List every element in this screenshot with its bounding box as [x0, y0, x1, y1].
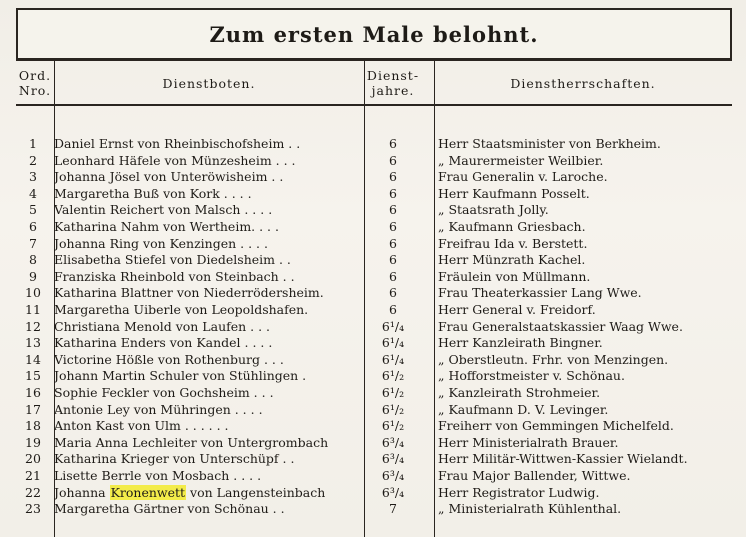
- employer-name: „ Ministerialrath Kühlenthal.: [438, 501, 622, 517]
- servant-name: Katharina Blattner von Niederrödersheim.: [54, 285, 324, 301]
- row-number: 11: [25, 302, 41, 317]
- servant-name: Margaretha Uiberle von Leopoldshafen.: [54, 302, 309, 317]
- servant-name: Christiana Menold von Laufen . . .: [54, 318, 271, 334]
- service-years: 6: [389, 252, 397, 268]
- service-years: 6¹/₄: [381, 335, 405, 351]
- service-years: 6¹/₄: [381, 318, 405, 334]
- servant-name: Katharina Enders von Kandel . . . .: [54, 335, 273, 351]
- employer-name: Frau Major Ballender, Wittwe.: [438, 468, 631, 483]
- row-number: 9: [29, 268, 37, 284]
- servant-name: Johanna Jösel von Unteröwisheim . .: [54, 169, 284, 185]
- table-row: [16, 186, 732, 201]
- servant-name: Valentin Reichert von Malsch . . . .: [54, 202, 273, 218]
- service-years: 6³/₄: [381, 468, 405, 483]
- table-row: [16, 269, 732, 284]
- employer-name: Herr General v. Freidorf.: [438, 302, 596, 317]
- row-number: 1: [29, 136, 37, 151]
- servant-name: Franziska Rheinbold von Steinbach . .: [54, 268, 295, 284]
- table-row: [16, 302, 732, 317]
- employer-name: „ Kaufmann D. V. Levinger.: [438, 401, 609, 417]
- servant-name: Margaretha Gärtner von Schönau . .: [54, 501, 285, 517]
- servant-name: Margaretha Buß von Kork . . . .: [54, 185, 252, 201]
- employer-name: Frau Theaterkassier Lang Wwe.: [438, 285, 642, 301]
- servant-name: Victorine Hößle von Rothenburg . . .: [54, 351, 284, 367]
- servant-name: Maria Anna Lechleiter von Untergrombach: [54, 434, 329, 450]
- table-row: [16, 385, 732, 400]
- row-number: 15: [25, 368, 41, 384]
- header-years: Dienst- jahre.: [366, 68, 420, 98]
- employer-name: Herr Kaufmann Posselt.: [438, 185, 590, 201]
- row-number: 5: [29, 202, 37, 218]
- table-row: [16, 202, 732, 217]
- table-row: [16, 252, 732, 267]
- table-row: [16, 169, 732, 184]
- table-row: [16, 501, 732, 516]
- servant-name: Katharina Nahm von Wertheim. . . .: [54, 219, 279, 234]
- service-years: 6: [389, 285, 397, 301]
- table-row: [16, 368, 732, 383]
- employer-name: „ Oberstleutn. Frhr. von Menzingen.: [438, 351, 669, 367]
- employer-name: Herr Münzrath Kachel.: [438, 252, 586, 268]
- employer-name: Frau Generalin v. Laroche.: [438, 169, 608, 185]
- service-years: 6¹/₂: [381, 385, 405, 400]
- employer-name: Herr Kanzleirath Bingner.: [438, 335, 603, 351]
- header-servants: Dienstboten.: [162, 75, 256, 91]
- servant-name: Elisabetha Stiefel von Diedelsheim . .: [54, 252, 291, 268]
- service-years: 6¹/₂: [381, 401, 405, 417]
- servant-name: Lisette Berrle von Mosbach . . . .: [54, 468, 262, 483]
- table-row: [16, 136, 732, 151]
- employer-name: „ Maurermeister Weilbier.: [438, 152, 604, 168]
- table-row: [16, 335, 732, 350]
- service-years: 6: [389, 136, 397, 151]
- table-row: [16, 402, 732, 417]
- row-number: 4: [29, 185, 37, 201]
- table-header: [16, 60, 732, 106]
- service-years: 6: [389, 268, 397, 284]
- employer-name: Herr Militär-Wittwen-Kassier Wielandt.: [438, 451, 688, 467]
- header-employers: Dienstherrschaften.: [510, 75, 656, 91]
- table-row: [16, 236, 732, 251]
- row-number: 13: [25, 335, 41, 351]
- row-number: 22: [25, 484, 41, 500]
- employer-name: Frau Generalstaatskassier Waag Wwe.: [438, 318, 683, 334]
- service-years: 6¹/₂: [381, 418, 405, 434]
- row-number: 8: [29, 252, 37, 268]
- service-years: 6: [389, 219, 397, 234]
- row-number: 19: [25, 434, 41, 450]
- table-row: [16, 153, 732, 168]
- service-years: 6: [389, 235, 397, 251]
- employer-name: Freiherr von Gemmingen Michelfeld.: [438, 418, 674, 434]
- servant-name: Johann Martin Schuler von Stühlingen .: [54, 368, 307, 384]
- service-years: 6¹/₂: [381, 368, 405, 384]
- employer-name: „ Staatsrath Jolly.: [438, 202, 549, 218]
- table-row: [16, 418, 732, 433]
- row-number: 7: [29, 235, 37, 251]
- service-years: 6³/₄: [381, 484, 405, 500]
- row-number: 14: [25, 351, 41, 367]
- row-number: 16: [25, 385, 41, 400]
- service-years: 6: [389, 169, 397, 185]
- servant-name: Sophie Feckler von Gochsheim . . .: [54, 385, 274, 400]
- employer-name: „ Kanzleirath Strohmeier.: [438, 385, 601, 400]
- employer-name: Freifrau Ida v. Berstett.: [438, 235, 588, 251]
- service-years: 6¹/₄: [381, 351, 405, 367]
- table-row: [16, 435, 732, 450]
- servant-name: Katharina Krieger von Unterschüpf . .: [54, 451, 295, 467]
- employer-name: Herr Registrator Ludwig.: [438, 484, 600, 500]
- service-years: 6: [389, 302, 397, 317]
- table-row: [16, 219, 732, 234]
- employer-name: Fräulein von Müllmann.: [438, 268, 591, 284]
- header-nr: Ord. Nro.: [18, 68, 52, 98]
- service-years: 6: [389, 185, 397, 201]
- servant-name: Antonie Ley von Mühringen . . . .: [54, 401, 263, 417]
- row-number: 18: [25, 418, 41, 434]
- row-number: 6: [29, 219, 37, 234]
- service-years: 6³/₄: [381, 434, 405, 450]
- section-title: Zum ersten Male belohnt.: [16, 8, 732, 60]
- table-row: [16, 352, 732, 367]
- servant-name: Anton Kast von Ulm . . . . . .: [54, 418, 229, 434]
- row-number: 17: [25, 401, 41, 417]
- employer-name: Herr Staatsminister von Berkheim.: [438, 136, 661, 151]
- table-row: [16, 451, 732, 466]
- row-number: 3: [29, 169, 37, 185]
- table-row: [16, 468, 732, 483]
- employer-name: Herr Ministerialrath Brauer.: [438, 434, 619, 450]
- row-number: 20: [25, 451, 41, 467]
- employer-name: „ Hofforstmeister v. Schönau.: [438, 368, 625, 384]
- row-number: 23: [25, 501, 41, 517]
- row-number: 12: [25, 318, 41, 334]
- servant-name: Johanna Ring von Kenzingen . . . .: [54, 235, 268, 251]
- service-years: 7: [389, 501, 397, 517]
- row-number: 21: [25, 468, 41, 483]
- servant-name: Leonhard Häfele von Münzesheim . . .: [54, 152, 296, 168]
- service-years: 6: [389, 152, 397, 168]
- table-row: [16, 285, 732, 300]
- table-row: [16, 485, 732, 500]
- employer-name: „ Kaufmann Griesbach.: [438, 219, 586, 234]
- servant-name: Johanna Kronenwett von Langensteinbach: [54, 484, 326, 500]
- service-years: 6: [389, 202, 397, 218]
- servant-name: Daniel Ernst von Rheinbischofsheim . .: [54, 136, 301, 151]
- highlighted-word: Kronenwett: [110, 484, 186, 500]
- table-row: [16, 319, 732, 334]
- service-years: 6³/₄: [381, 451, 405, 467]
- row-number: 10: [25, 285, 41, 301]
- row-number: 2: [29, 152, 37, 168]
